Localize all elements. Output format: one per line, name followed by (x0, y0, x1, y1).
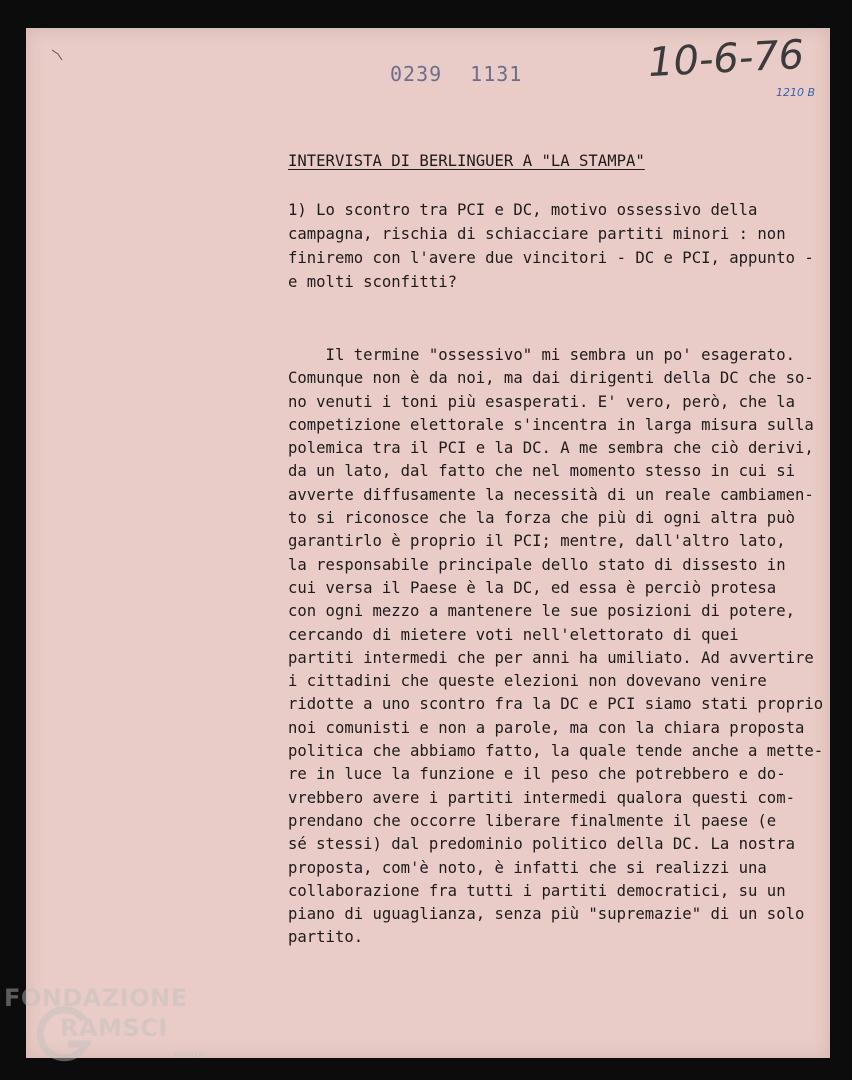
watermark-line-1: FONDAZIONE (4, 984, 188, 1012)
answer-line: prendano che occorre liberare finalmente il paese (e (288, 811, 777, 830)
answer-line: politica che abbiamo fatto, la quale tende anche a mette- (288, 742, 824, 761)
answer-line: collaborazione fra tutti i partiti democratici, su un (288, 881, 786, 900)
question-line: 1) Lo scontro tra PCI e DC, motivo ossessivo della (288, 201, 758, 219)
answer-line: to si riconosce che la forza che più di ogni altra può (288, 509, 795, 528)
archive-stamp (390, 62, 550, 86)
watermark-line-2: RAMSCI (60, 1014, 168, 1042)
document-page (26, 28, 830, 1058)
fondazione-gramsci-watermark (4, 984, 224, 1074)
question-block (288, 198, 828, 294)
answer-line: noi comunisti e non a parole, ma con la chiara proposta (288, 718, 805, 737)
answer-line: piano di uguaglianza, senza più "supremazie" di un solo (288, 905, 805, 924)
answer-line: Comunque non è da noi, ma dai dirigenti della DC che so- (288, 369, 814, 388)
question-line: campagna, rischia di schiacciare partiti minori : non (288, 225, 786, 243)
stamp-number-1: 0239 (390, 62, 443, 86)
answer-line: proposta, com'è noto, è infatti che si realizzi una (288, 858, 767, 877)
answer-line: polemica tra il PCI e la DC. A me sembra che ciò derivi, (288, 439, 814, 458)
question-line: finiremo con l'avere due vincitori - DC e PCI, appunto - (288, 249, 814, 267)
archive-code: 1210 B (776, 86, 816, 99)
pencil-tick-mark (50, 46, 66, 62)
question-line: e molti sconfitti? (288, 273, 457, 291)
answer-line: sé stessi) dal predominio politico della DC. La nostra (288, 835, 795, 854)
answer-line: competizione elettorale s'incentra in larga misura sulla (288, 415, 814, 434)
answer-line: partiti intermedi che per anni ha umiliato. Ad avvertire (288, 648, 814, 667)
answer-line: cui versa il Paese è la DC, ed essa è perciò protesa (288, 578, 777, 597)
answer-line: re in luce la funzione e il peso che potrebbero e do- (288, 765, 786, 784)
answer-line: avverte diffusamente la necessità di un reale cambiamen- (288, 485, 814, 504)
answer-line: con ogni mezzo a mantenere le sue posizioni di potere, (288, 602, 795, 621)
answer-line: vrebbero avere i partiti intermedi qualora questi com- (288, 788, 795, 807)
answer-line: i cittadini che queste elezioni non dovevano venire (288, 672, 767, 691)
stamp-number-2: 1131 (470, 62, 523, 86)
answer-block (288, 344, 828, 950)
answer-line: da un lato, dal fatto che nel momento stesso in cui si (288, 462, 795, 481)
watermark-line-3: onlus (174, 1048, 204, 1061)
answer-line: Il termine "ossessivo" mi sembra un po' esagerato. (288, 346, 795, 364)
answer-line: cercando di mietere voti nell'elettorato di quei (288, 625, 739, 644)
answer-line: no venuti i toni più esasperati. E' vero, però, che la (288, 392, 795, 411)
answer-line: la responsabile principale dello stato di dissesto in (288, 555, 786, 574)
answer-line: partito. (288, 928, 364, 947)
answer-line: ridotte a uno scontro fra la DC e PCI siamo stati proprio (288, 695, 824, 714)
answer-line: garantirlo è proprio il PCI; mentre, dall'altro lato, (288, 532, 786, 551)
handwritten-date: 10-6-76 (646, 31, 806, 87)
document-title: INTERVISTA DI BERLINGUER A "LA STAMPA" (288, 152, 645, 170)
